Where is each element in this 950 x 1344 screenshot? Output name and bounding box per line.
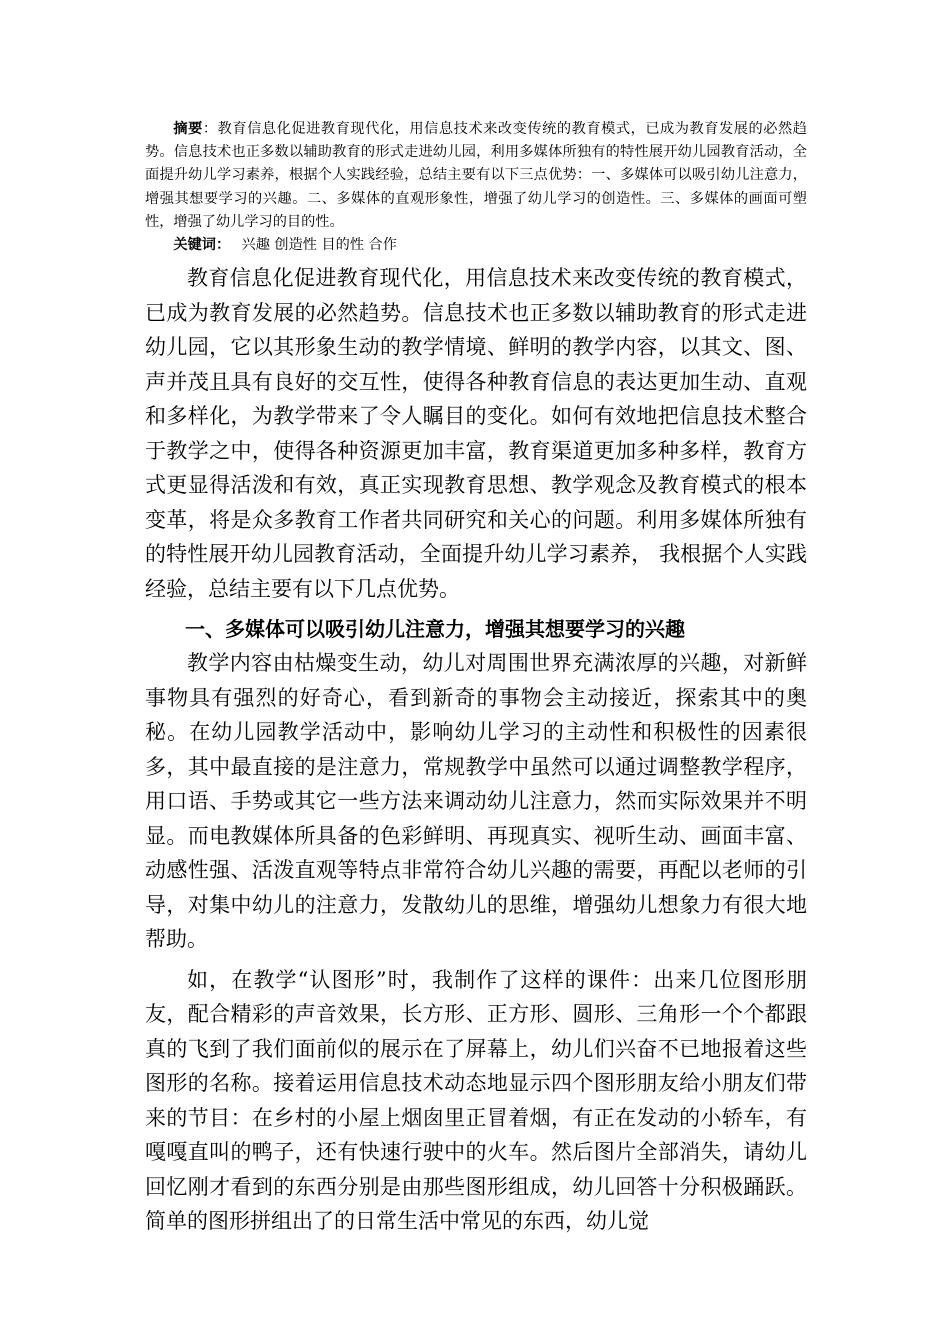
abstract-paragraph	[145, 118, 807, 234]
abstract-label: 摘要	[173, 121, 203, 137]
document-page	[145, 118, 807, 1239]
keywords-text: 兴趣 创造性 目的性 合作	[241, 237, 397, 254]
abstract-text: ：教育信息化促进教育现代化，用信息技术来改变传统的教育模式，已成为教育发展的必然趋势。信息技术也正多数以辅助教育的形式走进幼儿园，利用多媒体所独有的特性展开幼儿园教育活动，全面提升幼儿学习素养，根据个人实践经验，总结主要有以下三点优势：一、多媒体可以吸引幼儿注意力，增强其想要学习的兴趣。二、多媒体的直观形象性，增强了幼儿学习的创造性。三、多媒体的画面可塑性，增强了幼儿学习的目的性。	[145, 121, 807, 230]
section1-paragraph-1: 教学内容由枯燥变生动，幼儿对周围世界充满浓厚的兴趣，对新鲜事物具有强烈的好奇心，看到新奇的事物会主动接近，探索其中的奥秘。在幼儿园教学活动中，影响幼儿学习的主动性和积极性的因素很多，其中最直接的是注意力，常规教学中虽然可以通过调整教学程序，用口语、手势或其它一些方法来调动幼儿注意力，然而实际效果并不明显。而电教媒体所具备的色彩鲜明、再现真实、视听生动、画面丰富、动感性强、活泼直观等特点非常符合幼儿兴趣的需要，再配以老师的引导，对集中幼儿的注意力，发散幼儿的思维，增强幼儿想象力有很大地帮助。	[145, 651, 807, 952]
keywords-label: 关键词：	[173, 237, 231, 254]
keywords-paragraph	[145, 234, 807, 257]
section-heading-1: 一、多媒体可以吸引幼儿注意力，增强其想要学习的兴趣	[185, 617, 685, 642]
intro-paragraph: 教育信息化促进教育现代化，用信息技术来改变传统的教育模式，已成为教育发展的必然趋势。信息技术也正多数以辅助教育的形式走进幼儿园，它以其形象生动的教学情境、鲜明的教学内容，以其文、图、声并茂且具有良好的交互性，使得各种教育信息的表达更加生动、直观和多样化，为教学带来了令人瞩目的变化。如何有效地把信息技术整合于教学之中，使得各种资源更加丰富，教育渠道更加多种多样，教育方式更显得活泼和有效，真正实现教育思想、教学观念及教育模式的根本变革，将是众多教育工作者共同研究和关心的问题。利用多媒体所独有的特性展开幼儿园教育活动，全面提升幼儿学习素养， 我根据个人实践经验，总结主要有以下几点优势。	[145, 266, 807, 601]
section1-paragraph-2: 如，在教学“认图形”时，我制作了这样的课件：出来几位图形朋友，配合精彩的声音效果，长方形、正方形、圆形、三角形一个个都跟真的飞到了我们面前似的展示在了屏幕上，幼儿们兴奋不已地报着这些图形的名称。接着运用信息技术动态地显示四个图形朋友给小朋友们带来的节目：在乡村的小屋上烟囱里正冒着烟，有正在发动的小轿车，有嘎嘎直叫的鸭子，还有快速行驶中的火车。然后图片全部消失，请幼儿回忆刚才看到的东西分别是由那些图形组成，幼儿回答十分积极踊跃。简单的图形拼组出了的日常生活中常见的东西，幼儿觉	[145, 967, 807, 1234]
